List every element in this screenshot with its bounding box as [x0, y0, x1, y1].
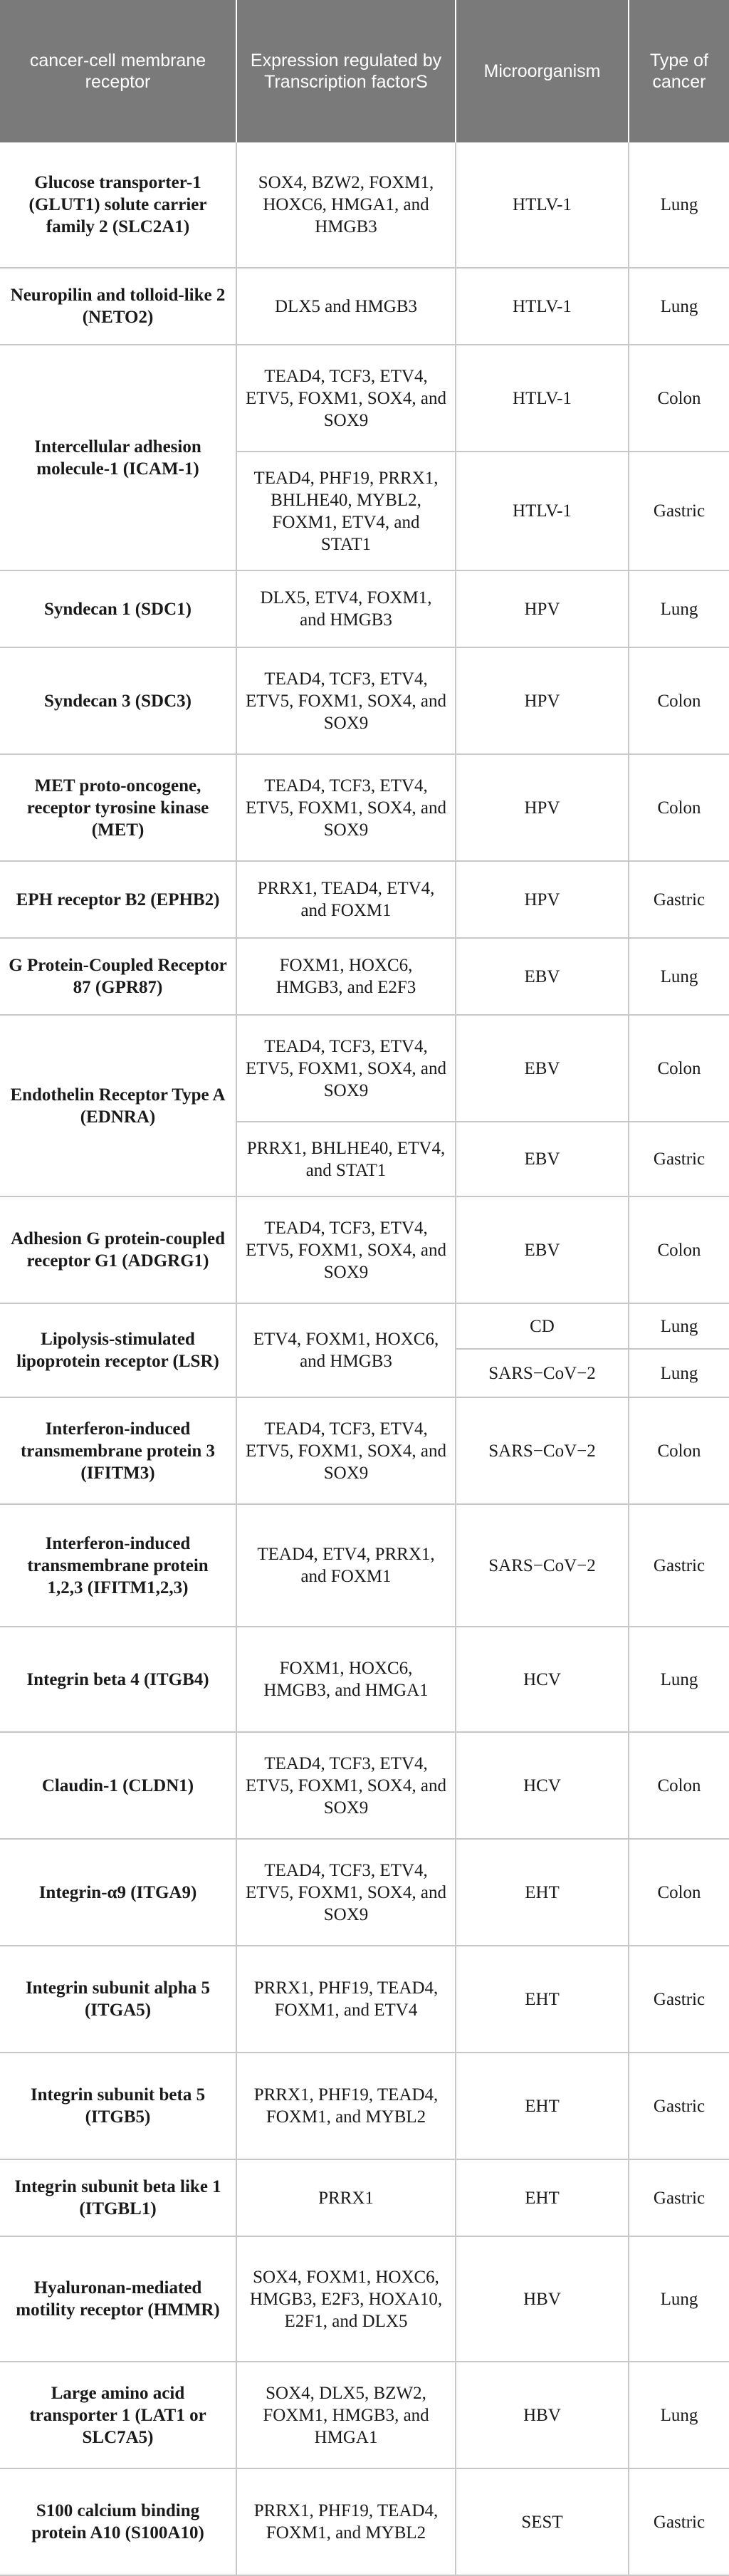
receptor-cell: Integrin-α9 (ITGA9) [0, 1839, 236, 1946]
table-row [0, 938, 729, 1015]
receptor-cell: Interferon-induced transmembrane protein 1,2,3 (IFITM1,2,3) [0, 1504, 236, 1627]
receptor-cell: Syndecan 1 (SDC1) [0, 570, 236, 647]
microorganism-cell: HPV [456, 861, 629, 938]
table-row [0, 1839, 729, 1946]
table-row [0, 345, 729, 452]
microorganism-cell: EHT [456, 2159, 629, 2236]
transcription-factors-cell: ETV4, FOXM1, HOXC6, and HMGB3 [236, 1303, 456, 1397]
cancer-type-cell: Colon [629, 1839, 729, 1946]
table-row [0, 268, 729, 345]
header-microorganism: Microorganism [456, 0, 629, 142]
receptor-cell: Neuropilin and tolloid-like 2 (NETO2) [0, 268, 236, 345]
microorganism-cell: CD [456, 1303, 629, 1349]
receptor-cell: Integrin subunit alpha 5 (ITGA5) [0, 1946, 236, 2053]
transcription-factors-cell: FOXM1, HOXC6, HMGB3, and E2F3 [236, 938, 456, 1015]
header-transcription-factors: Expression regulated by Transcription factorS [236, 0, 456, 142]
microorganism-cell: HTLV-1 [456, 268, 629, 345]
cancer-type-cell: Colon [629, 754, 729, 861]
transcription-factors-cell: TEAD4, TCF3, ETV4, ETV5, FOXM1, SOX4, and SOX9 [236, 1196, 456, 1303]
transcription-factors-cell: TEAD4, TCF3, ETV4, ETV5, FOXM1, SOX4, and SOX9 [236, 1397, 456, 1504]
transcription-factors-cell: TEAD4, ETV4, PRRX1, and FOXM1 [236, 1504, 456, 1627]
transcription-factors-cell: DLX5 and HMGB3 [236, 268, 456, 345]
table-header [0, 0, 729, 142]
table-row [0, 1397, 729, 1504]
microorganism-cell: SARS−CoV−2 [456, 1504, 629, 1627]
table-row [0, 1627, 729, 1732]
table-row [0, 2236, 729, 2362]
cancer-type-cell: Lung [629, 2236, 729, 2362]
transcription-factors-cell: PRRX1, BHLHE40, ETV4, and STAT1 [236, 1122, 456, 1196]
header-receptor: cancer-cell membrane receptor [0, 0, 236, 142]
cancer-type-cell: Gastric [629, 2468, 729, 2575]
table-row [0, 861, 729, 938]
receptor-cell: MET proto-oncogene, receptor tyrosine kinase (MET) [0, 754, 236, 861]
table-row [0, 754, 729, 861]
receptor-cell: Endothelin Receptor Type A (EDNRA) [0, 1015, 236, 1196]
receptor-cell: Large amino acid transporter 1 (LAT1 or SLC7A5) [0, 2362, 236, 2468]
transcription-factors-cell: TEAD4, TCF3, ETV4, ETV5, FOXM1, SOX4, and SOX9 [236, 754, 456, 861]
table-row [0, 2053, 729, 2159]
table-row [0, 1504, 729, 1627]
receptor-cell: G Protein-Coupled Receptor 87 (GPR87) [0, 938, 236, 1015]
cancer-type-cell: Gastric [629, 2159, 729, 2236]
table-row [0, 2159, 729, 2236]
receptor-cell: Integrin beta 4 (ITGB4) [0, 1627, 236, 1732]
cancer-type-cell: Gastric [629, 1122, 729, 1196]
transcription-factors-cell: TEAD4, TCF3, ETV4, ETV5, FOXM1, SOX4, and SOX9 [236, 1015, 456, 1122]
cancer-type-cell: Colon [629, 1015, 729, 1122]
table-row [0, 1196, 729, 1303]
table-row [0, 2362, 729, 2468]
transcription-factors-cell: SOX4, FOXM1, HOXC6, HMGB3, E2F3, HOXA10, E2F1, and DLX5 [236, 2236, 456, 2362]
transcription-factors-cell: TEAD4, TCF3, ETV4, ETV5, FOXM1, SOX4, and SOX9 [236, 1839, 456, 1946]
table-row [0, 570, 729, 647]
table-row [0, 2468, 729, 2575]
microorganism-cell: HTLV-1 [456, 452, 629, 570]
transcription-factors-cell: PRRX1, PHF19, TEAD4, FOXM1, and MYBL2 [236, 2053, 456, 2159]
cancer-type-cell: Gastric [629, 2053, 729, 2159]
receptor-cell: Intercellular adhesion molecule-1 (ICAM-1) [0, 345, 236, 570]
microorganism-cell: EHT [456, 2053, 629, 2159]
microorganism-cell: HTLV-1 [456, 345, 629, 452]
transcription-factors-cell: TEAD4, TCF3, ETV4, ETV5, FOXM1, SOX4, and SOX9 [236, 647, 456, 754]
table-row [0, 1015, 729, 1122]
table-row [0, 1303, 729, 1349]
cancer-type-cell: Gastric [629, 452, 729, 570]
cancer-type-cell: Colon [629, 1196, 729, 1303]
microorganism-cell: HCV [456, 1732, 629, 1839]
table-body [0, 142, 729, 2575]
transcription-factors-cell: TEAD4, PHF19, PRRX1, BHLHE40, MYBL2, FOXM1, ETV4, and STAT1 [236, 452, 456, 570]
microorganism-cell: HBV [456, 2236, 629, 2362]
transcription-factors-cell: PRRX1, PHF19, TEAD4, FOXM1, and ETV4 [236, 1946, 456, 2053]
cancer-type-cell: Lung [629, 570, 729, 647]
microorganism-cell: SARS−CoV−2 [456, 1349, 629, 1397]
table-row [0, 142, 729, 268]
receptor-cell: Hyaluronan-mediated motility receptor (HMMR) [0, 2236, 236, 2362]
transcription-factors-cell: DLX5, ETV4, FOXM1, and HMGB3 [236, 570, 456, 647]
microorganism-cell: EBV [456, 1015, 629, 1122]
microorganism-cell: EHT [456, 1839, 629, 1946]
microorganism-cell: HPV [456, 754, 629, 861]
cancer-type-cell: Lung [629, 938, 729, 1015]
transcription-factors-cell: PRRX1, TEAD4, ETV4, and FOXM1 [236, 861, 456, 938]
microorganism-cell: SARS−CoV−2 [456, 1397, 629, 1504]
cancer-type-cell: Colon [629, 345, 729, 452]
transcription-factors-cell: FOXM1, HOXC6, HMGB3, and HMGA1 [236, 1627, 456, 1732]
microorganism-cell: SEST [456, 2468, 629, 2575]
receptor-cell: Interferon-induced transmembrane protein 3 (IFITM3) [0, 1397, 236, 1504]
receptor-cell: Integrin subunit beta like 1 (ITGBL1) [0, 2159, 236, 2236]
cancer-type-cell: Lung [629, 268, 729, 345]
transcription-factors-cell: TEAD4, TCF3, ETV4, ETV5, FOXM1, SOX4, and SOX9 [236, 1732, 456, 1839]
cancer-type-cell: Gastric [629, 1504, 729, 1627]
cancer-type-cell: Colon [629, 1732, 729, 1839]
header-row [0, 0, 729, 142]
transcription-factors-cell: PRRX1 [236, 2159, 456, 2236]
receptor-cell: Adhesion G protein-coupled receptor G1 (ADGRG1) [0, 1196, 236, 1303]
transcription-factors-cell: TEAD4, TCF3, ETV4, ETV5, FOXM1, SOX4, and SOX9 [236, 345, 456, 452]
microorganism-cell: EBV [456, 1196, 629, 1303]
cancer-type-cell: Lung [629, 1303, 729, 1349]
cancer-type-cell: Gastric [629, 1946, 729, 2053]
receptor-cell: Claudin-1 (CLDN1) [0, 1732, 236, 1839]
receptor-cell: Syndecan 3 (SDC3) [0, 647, 236, 754]
cancer-type-cell: Colon [629, 647, 729, 754]
transcription-factors-cell: PRRX1, PHF19, TEAD4, FOXM1, and MYBL2 [236, 2468, 456, 2575]
transcription-factors-cell: SOX4, DLX5, BZW2, FOXM1, HMGB3, and HMGA1 [236, 2362, 456, 2468]
cancer-type-cell: Lung [629, 1627, 729, 1732]
receptor-cell: S100 calcium binding protein A10 (S100A10) [0, 2468, 236, 2575]
table-row [0, 1732, 729, 1839]
cancer-type-cell: Gastric [629, 861, 729, 938]
microorganism-cell: HTLV-1 [456, 142, 629, 268]
microorganism-cell: HBV [456, 2362, 629, 2468]
receptor-cell: Integrin subunit beta 5 (ITGB5) [0, 2053, 236, 2159]
table-row [0, 647, 729, 754]
microorganism-cell: EHT [456, 1946, 629, 2053]
cancer-type-cell: Colon [629, 1397, 729, 1504]
microorganism-cell: HCV [456, 1627, 629, 1732]
microorganism-cell: EBV [456, 1122, 629, 1196]
receptor-cell: EPH receptor B2 (EPHB2) [0, 861, 236, 938]
header-cancer-type: Type of cancer [629, 0, 729, 142]
microorganism-cell: HPV [456, 647, 629, 754]
receptor-cell: Lipolysis-stimulated lipoprotein receptor (LSR) [0, 1303, 236, 1397]
cancer-type-cell: Lung [629, 1349, 729, 1397]
microorganism-cell: EBV [456, 938, 629, 1015]
microorganism-cell: HPV [456, 570, 629, 647]
table-row [0, 1946, 729, 2053]
cancer-type-cell: Lung [629, 142, 729, 268]
receptor-cell: Glucose transporter-1 (GLUT1) solute carrier family 2 (SLC2A1) [0, 142, 236, 268]
cancer-type-cell: Lung [629, 2362, 729, 2468]
transcription-factors-cell: SOX4, BZW2, FOXM1, HOXC6, HMGA1, and HMGB3 [236, 142, 456, 268]
